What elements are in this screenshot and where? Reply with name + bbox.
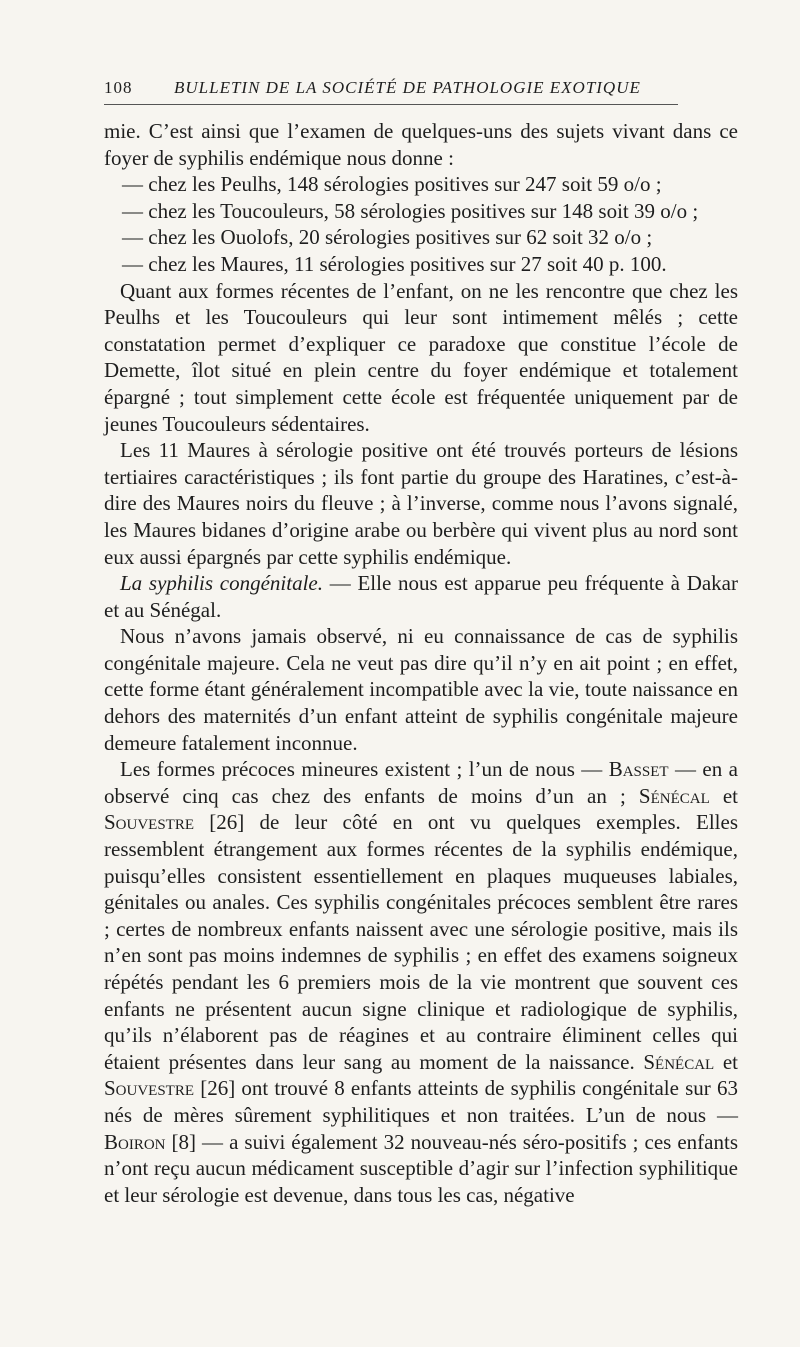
text-run: [8] — a suivi également 32 nouveau-nés séro-positifs ; ces enfants n’ont reçu aucun médicament susceptible d’agir sur l’infection syphilitique et leur sérologie est devenue, dans tous les cas, négative: [104, 1129, 738, 1207]
text-run: [26] de leur côté en ont vu quelques exemples. Elles ressemblent étrangement aux formes récentes de la syphilis endémique, puisqu’elles consistent essentiellement en plaques muqueuses labiales, génitales ou anales. Ces syphilis congénitales précoces semblent être rares ; certes de nombreux enfants naissent avec une sérologie positive, mais ils n’en sont pas moins indemnes de syphilis ; en effet des examens soigneux répétés pendant les 6 premiers mois de la vie montrent que souvent ces enfants ne présentent aucun signe clinique et radiologique de syphilis, qu’ils n’élaborent pas de réagines et au contraire éliminent celles qui étaient présentes dans leur sang au moment de la naissance.: [104, 810, 738, 1074]
list-item: — chez les Maures, 11 sérologies positives sur 27 soit 40 p. 100.: [122, 251, 667, 276]
text-run: — en a observé cinq cas chez des enfants de moins d’un an ;: [104, 757, 738, 808]
section-heading: La syphilis congénitale.: [120, 571, 324, 596]
text-run: [26] ont trouvé 8 enfants atteints de syphilis congénitale sur 63 nés de mères sûrement syphilitiques et non traitées. L’un de nous —: [104, 1076, 738, 1127]
author-name: Souvestre: [104, 810, 195, 835]
header-rule: [104, 104, 678, 105]
text-run: et: [714, 1049, 739, 1074]
list-item: — chez les Ouolofs, 20 sérologies positives sur 62 soit 32 o/o ;: [122, 225, 653, 250]
body-text: [104, 118, 738, 1208]
text-run: Les formes précoces mineures existent ; l’un de nous —: [120, 757, 609, 782]
author-name: Basset: [608, 757, 669, 782]
paragraph: Les 11 Maures à sérologie positive ont été trouvés porteurs de lésions tertiaires caractéristiques ; ils font partie du groupe des Haratines, c’est-à-dire des Maures noirs du fleuve ; à l’inverse, comme nous l’avons signalé, les Maures bidanes d’origine arabe ou berbère qui vivent plus au nord sont eux aussi épargnés par cette syphilis endémique.: [104, 438, 738, 569]
paragraph: Quant aux formes récentes de l’enfant, on ne les rencontre que chez les Peulhs et les Toucouleurs qui leur sont intimement mêlés ; cette constatation permet d’expliquer ce paradoxe que constitue l’école de Demette, îlot situé en plein centre du foyer endémique et totalement épargné ; tout simplement cette école est fréquentée uniquement par de jeunes Toucouleurs sédentaires.: [104, 278, 738, 436]
paragraph: mie. C’est ainsi que l’examen de quelques-uns des sujets vivant dans ce foyer de syphilis endémique nous donne :: [104, 119, 738, 170]
list-item: — chez les Peulhs, 148 sérologies positives sur 247 soit 59 o/o ;: [122, 172, 662, 197]
paragraph: Nous n’avons jamais observé, ni eu connaissance de cas de syphilis congénitale majeure. Cela ne veut pas dire qu’il n’y en ait point ; en effet, cette forme étant généralement incompatible avec la vie, toute naissance en dehors des maternités d’un enfant atteint de syphilis congénitale majeure demeure fatalement inconnue.: [104, 624, 738, 755]
paragraph: [104, 570, 738, 623]
author-name: Souvestre: [104, 1076, 195, 1101]
journal-title: BULLETIN DE LA SOCIÉTÉ DE PATHOLOGIE EXOTIQUE: [174, 78, 641, 97]
author-name: Boiron: [104, 1129, 166, 1154]
author-name: Sénécal: [638, 783, 710, 808]
page-number: 108: [104, 78, 133, 97]
paragraph-text: — Elle nous est apparue peu fréquente à Dakar et au Sénégal.: [104, 571, 738, 622]
paragraph: [104, 756, 738, 1208]
list-item: — chez les Toucouleurs, 58 sérologies positives sur 148 soit 39 o/o ;: [122, 198, 699, 223]
text-run: et: [709, 783, 738, 808]
author-name: Sénécal: [643, 1049, 715, 1074]
